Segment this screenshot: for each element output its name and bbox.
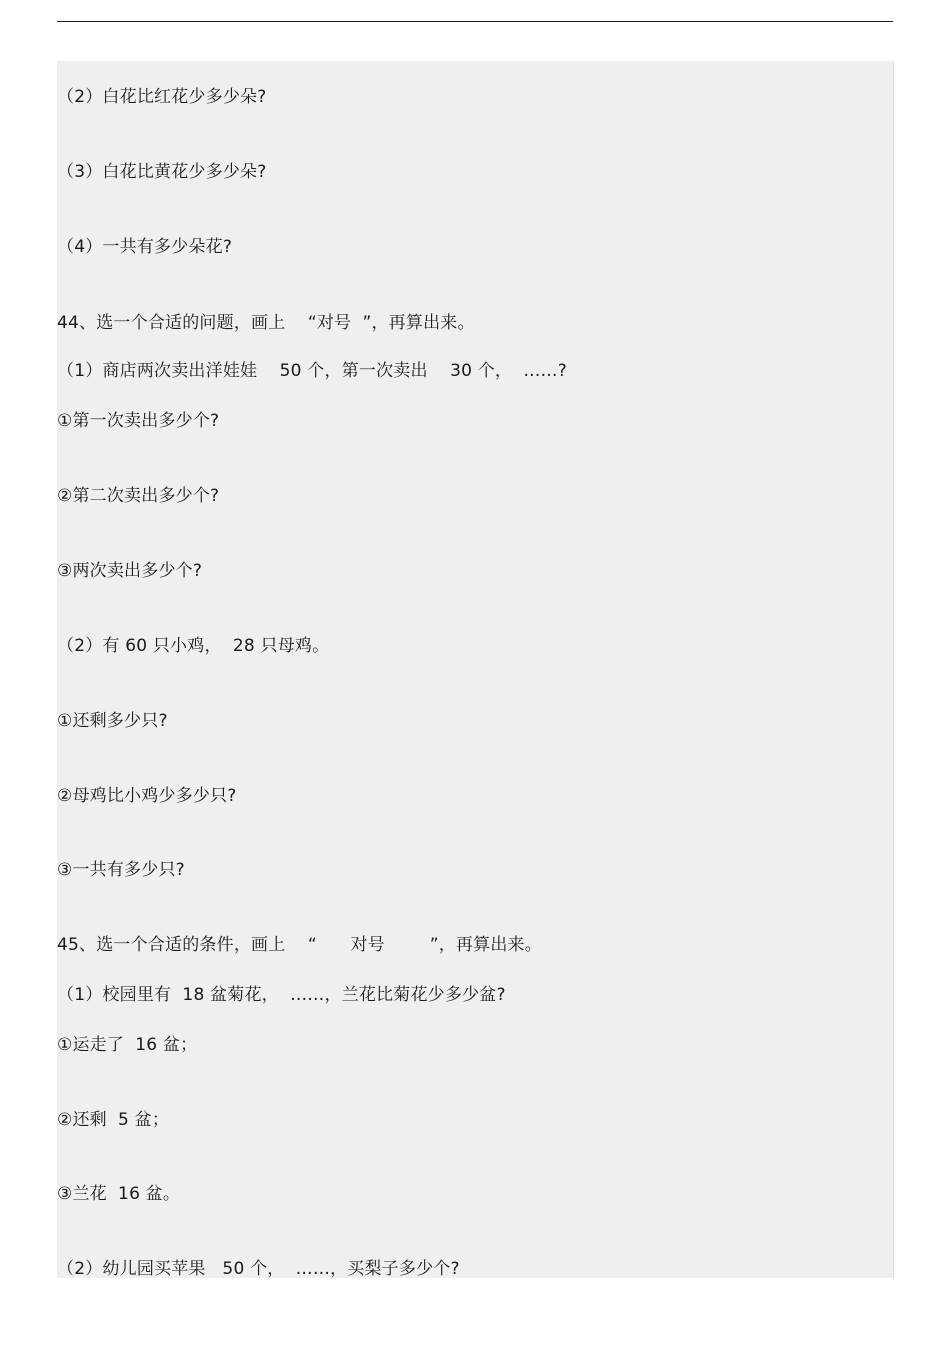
question-44-part-1-option-3: ③两次卖出多少个? (57, 561, 203, 581)
question-45-part-1-option-2: ②还剩 5 盆； (57, 1110, 170, 1130)
question-45-part-1-option-1: ①运走了 16 盆； (57, 1035, 198, 1055)
question-43-part-4: （4）一共有多少朵花? (57, 237, 233, 257)
question-45-part-1: （1）校园里有 18 盆菊花， ……，兰花比菊花少多少盆? (57, 985, 506, 1005)
question-43-part-3: （3）白花比黄花少多少朵? (57, 162, 267, 182)
header-rule (57, 21, 893, 22)
question-44-part-2-option-2: ②母鸡比小鸡少多少只? (57, 786, 237, 806)
question-45-part-1-option-3: ③兰花 16 盆。 (57, 1184, 181, 1204)
question-44-part-1-option-2: ②第二次卖出多少个? (57, 486, 220, 506)
question-44-part-2-option-1: ①还剩多少只? (57, 711, 168, 731)
question-44-part-1: （1）商店两次卖出洋娃娃 50 个，第一次卖出 30 个， ……? (57, 361, 567, 381)
question-45-part-2: （2）幼儿园买苹果 50 个， ……，买梨子多少个? (57, 1259, 460, 1279)
question-44-heading: 44、选一个合适的问题，画上 “对号 ”，再算出来。 (57, 313, 475, 333)
question-44-part-2-option-3: ③一共有多少只? (57, 860, 185, 880)
question-44-part-1-option-1: ①第一次卖出多少个? (57, 411, 220, 431)
question-45-heading: 45、选一个合适的条件，画上 “ 对号 ”，再算出来。 (57, 935, 542, 955)
question-44-part-2: （2）有 60 只小鸡， 28 只母鸡。 (57, 636, 330, 656)
question-43-part-2: （2）白花比红花少多少朵? (57, 87, 267, 107)
